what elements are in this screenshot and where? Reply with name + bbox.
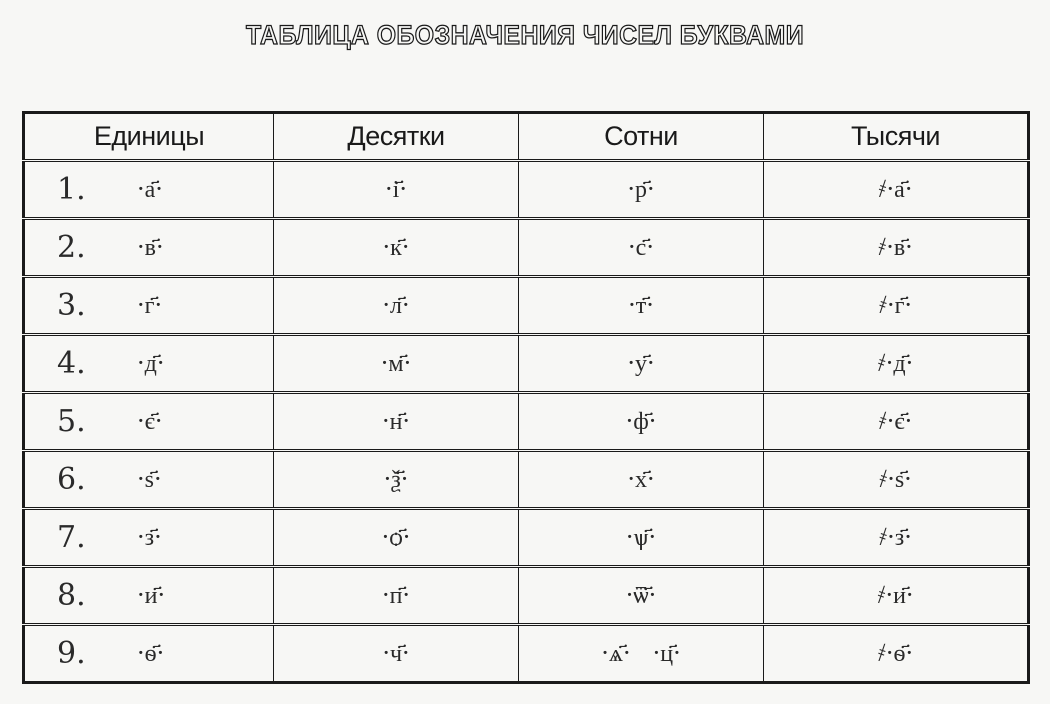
numeral-tens: ·л҃· bbox=[382, 291, 410, 319]
numeral-tens: ·к҃· bbox=[382, 233, 410, 261]
numeral-hundreds: ·с҃· bbox=[628, 233, 654, 261]
cell-tens bbox=[274, 161, 519, 219]
table-row bbox=[24, 625, 1029, 683]
numeral-units: ·д҃· bbox=[137, 349, 165, 377]
numeral-hundreds: ·ф҃· bbox=[625, 407, 657, 435]
cell-thousands bbox=[764, 277, 1029, 335]
row-number: 8. bbox=[57, 578, 86, 613]
numeral-units: ·ѳ҃· bbox=[137, 639, 165, 667]
cell-thousands bbox=[764, 509, 1029, 567]
table-row bbox=[24, 451, 1029, 509]
page-title: ТАБЛИЦА ОБОЗНАЧЕНИЯ ЧИСЕЛ БУКВАМИ bbox=[245, 20, 805, 50]
cell-tens bbox=[274, 219, 519, 277]
cell-hundreds bbox=[519, 335, 764, 393]
cell-units bbox=[24, 219, 274, 277]
cell-units bbox=[24, 335, 274, 393]
units-cell-content bbox=[25, 394, 273, 449]
row-number: 9. bbox=[57, 636, 86, 671]
units-cell-content bbox=[25, 510, 273, 565]
table-row bbox=[24, 335, 1029, 393]
table-row bbox=[24, 393, 1029, 451]
numeral-hundreds: ·ц҃· bbox=[652, 639, 681, 667]
cell-thousands bbox=[764, 393, 1029, 451]
cell-units bbox=[24, 509, 274, 567]
numeral-hundreds: ·ѿ҃· bbox=[625, 581, 657, 609]
row-number: 5. bbox=[57, 404, 86, 439]
column-header-hundreds: Сотни bbox=[519, 113, 764, 161]
cell-hundreds bbox=[519, 161, 764, 219]
cell-tens bbox=[274, 393, 519, 451]
row-number: 4. bbox=[57, 346, 86, 381]
table-row bbox=[24, 567, 1029, 625]
numeral-thousands: ҂·а҃· bbox=[878, 175, 913, 203]
cell-hundreds bbox=[519, 451, 764, 509]
cell-tens bbox=[274, 509, 519, 567]
numeral-units: ·з҃· bbox=[137, 523, 162, 551]
numeral-hundreds: ·т҃· bbox=[628, 291, 654, 319]
table-body bbox=[24, 161, 1029, 683]
numerals-table bbox=[22, 111, 1030, 684]
cell-tens bbox=[274, 335, 519, 393]
row-number: 3. bbox=[57, 288, 86, 323]
table-row bbox=[24, 161, 1029, 219]
numeral-thousands: ҂·є҃· bbox=[878, 407, 913, 435]
numeral-thousands: ҂·ѳ҃· bbox=[877, 639, 914, 667]
numeral-thousands: ҂·в҃· bbox=[878, 233, 913, 261]
numeral-hundreds: ·р҃· bbox=[627, 175, 655, 203]
row-number: 1. bbox=[57, 172, 86, 207]
numeral-thousands: ҂·з҃· bbox=[879, 523, 912, 551]
units-cell-content bbox=[25, 220, 273, 275]
cell-thousands bbox=[764, 219, 1029, 277]
numeral-thousands: ҂·ѕ҃· bbox=[879, 465, 912, 493]
units-cell-content bbox=[25, 626, 273, 681]
numeral-tens: ·і҃· bbox=[385, 175, 407, 203]
table-row bbox=[24, 219, 1029, 277]
table-row bbox=[24, 509, 1029, 567]
cell-units bbox=[24, 393, 274, 451]
cell-hundreds bbox=[519, 625, 764, 683]
cell-units bbox=[24, 451, 274, 509]
numeral-hundreds: ·ѱ҃· bbox=[625, 523, 657, 551]
cell-hundreds bbox=[519, 509, 764, 567]
numeral-tens: ·ч҃· bbox=[382, 639, 410, 667]
cell-thousands bbox=[764, 451, 1029, 509]
cell-units bbox=[24, 625, 274, 683]
numeral-units: ·є҃· bbox=[137, 407, 163, 435]
cell-thousands bbox=[764, 567, 1029, 625]
units-cell-content bbox=[25, 162, 273, 217]
column-header-units: Единицы bbox=[24, 113, 274, 161]
column-header-tens: Десятки bbox=[274, 113, 519, 161]
cell-tens bbox=[274, 451, 519, 509]
units-cell-content bbox=[25, 568, 273, 623]
row-number: 7. bbox=[57, 520, 86, 555]
cell-units bbox=[24, 567, 274, 625]
numeral-thousands: ҂·д҃· bbox=[877, 349, 914, 377]
numeral-units: ·в҃· bbox=[137, 233, 164, 261]
cell-units bbox=[24, 161, 274, 219]
numeral-tens: ·ѯ҃· bbox=[383, 465, 409, 493]
cell-thousands bbox=[764, 335, 1029, 393]
numeral-units: ·г҃· bbox=[137, 291, 163, 319]
column-header-thousands: Тысячи bbox=[764, 113, 1029, 161]
numeral-hundreds-variants bbox=[601, 639, 681, 668]
numeral-hundreds: ·ѧ҃· bbox=[601, 639, 631, 667]
table-header-row bbox=[24, 113, 1029, 161]
cell-hundreds bbox=[519, 393, 764, 451]
numeral-tens: ·н҃· bbox=[381, 407, 411, 435]
numeral-thousands: ҂·г҃· bbox=[878, 291, 913, 319]
numeral-hundreds: ·х҃· bbox=[627, 465, 655, 493]
numeral-hundreds: ·у҃· bbox=[627, 349, 655, 377]
cell-hundreds bbox=[519, 277, 764, 335]
cell-thousands bbox=[764, 161, 1029, 219]
cell-tens bbox=[274, 277, 519, 335]
numeral-thousands: ҂·и҃· bbox=[877, 581, 914, 609]
cell-units bbox=[24, 277, 274, 335]
cell-tens bbox=[274, 567, 519, 625]
cell-thousands bbox=[764, 625, 1029, 683]
table-row bbox=[24, 277, 1029, 335]
numeral-tens: ·ѻ҃· bbox=[381, 523, 411, 551]
numeral-units: ·и҃· bbox=[137, 581, 166, 609]
numeral-tens: ·п҃· bbox=[381, 581, 411, 609]
row-number: 6. bbox=[57, 462, 86, 497]
cell-hundreds bbox=[519, 567, 764, 625]
units-cell-content bbox=[25, 336, 273, 391]
numeral-tens: ·м҃· bbox=[380, 349, 412, 377]
cell-tens bbox=[274, 625, 519, 683]
units-cell-content bbox=[25, 452, 273, 507]
row-number: 2. bbox=[57, 230, 86, 265]
units-cell-content bbox=[25, 278, 273, 333]
cell-hundreds bbox=[519, 219, 764, 277]
numeral-units: ·ѕ҃· bbox=[137, 465, 162, 493]
numeral-units: ·а҃· bbox=[137, 175, 163, 203]
